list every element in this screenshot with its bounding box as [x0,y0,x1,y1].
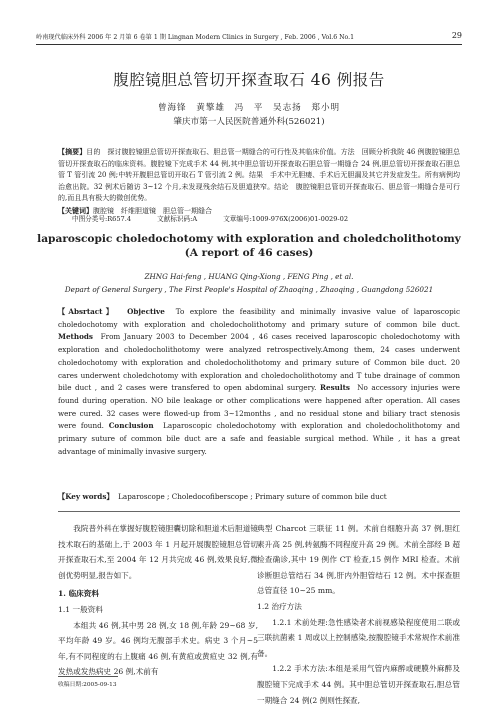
preop-paragraph: 1.2.1 术前处理:急性感染者术前视感染程度使用二联或三联抗菌素 1 周或以上控制感染,按腹腔镜手术常规作术前准备。 [257,617,460,658]
body-column-left [58,521,258,680]
abstract-cn-label: 【摘要】 [58,147,87,156]
classification-line [72,213,370,223]
journal-citation: 岭南现代临床外科 2006 年 2 月第 6 卷第 1 期 Lingnan Modern Clinics in Surgery , Feb. 2006 , Vol.6 No.1 [36,34,355,41]
method-paragraph: 1.2.2 手术方法:本组是采用气管内麻醉或硬膜外麻醉及腹腔镜下完成手术 44 例。其中胆总管切开探查取石,胆总管一期缝合 24 例(2 例则性探查, [257,664,460,705]
abstract-cn [58,146,460,218]
received-date-footnote: 收稿日期:2005-09-13 [58,676,118,688]
subsection-heading-1-2: 1.2 治疗方法 [257,601,302,611]
title-en-sub: (A report of 46 cases) [184,247,314,259]
objective-text: To explore the feasibility and minimally invasive value of laparoscopic choledochotomy with exploration and choledocholithotomy and primary suture of common bile duct. [58,307,461,329]
conclusion-text: Laparoscopic choledochotomy with exploration and choledocholithotomy and primary suture of common bile duct are a safe and feasiable surgical method. While , it has a great advantage of minimally invasive surgery. [58,421,461,456]
abstract-en [58,306,460,458]
authors-cn: 曾海锋 黄擎雄 冯 平 吴志扬 郑小明 [157,103,341,113]
keywords-en-text: Laparoscope ; Choledocofiberscope ; Primary suture of common bile duct [118,492,387,501]
clinical-data-paragraph: 典型 Charcot 三联征 11 例。术前自细胞升高 37 例,胆红素升高 25 例,转氨酶不同程度升高 29 例。术前全部经 B 超检查确诊,其中 19 例作 CT 检查,15 例作 MRI 检查。术前诊断胆总管结石 34 例,肝内外胆管结石 12 例。术中探查胆总管直径 10~25 mm。 [257,524,460,596]
keywords-cn-text: 腹腔镜 纤维胆道镜 胆总管一期缝合 [93,206,212,215]
document-code: 文献标识码:A [157,215,198,223]
page-number: 29 [451,31,462,40]
subsection-heading-1-1: 1.1 一般资料 [58,604,103,614]
methods-label: Methods [58,332,93,342]
authors-en: ZHNG Hai-feng , HUANG Qing-Xiong , FENG Ping , et al. [144,272,354,281]
body-column-right [257,521,460,708]
clc-number: 中图分类号:R657.4 [72,215,132,223]
keywords-en-label: 【Key words】 [58,492,114,501]
affiliation-en: Depart of General Surgery , The First People's Hospital of Zhaoqing , Zhaoqing , Guangdong 526021 [64,285,434,294]
objective-label: Objective [127,307,165,316]
keywords-cn-label: 【关键词】 [58,205,93,215]
abstract-en-label: 【Absrtact】 [58,307,117,316]
section-heading-1: 1. 临床资料 [58,589,99,599]
article-title-en [0,232,498,260]
section-divider [58,511,460,512]
general-data-paragraph: 本组共 46 例,其中男 28 例,女 18 例,年龄 29~68 岁,平均年龄 49 岁。46 例均无腹部手术史。病史 3 个月~5 年,有不同程度的右上腹痛 46 例,有黄疸或黄疸史 32 例,有发热或发热病史 26 例,术前有 [58,620,258,677]
intro-paragraph: 我院普外科在掌握好腹腔镜胆囊切除和胆道术后胆道镜技术取石的基础上,于 2003 年 1 月起开展腹腔镜胆总管切开探查取石术,至 2004 年 12 月共完成 46 例,效果良好,微创优势明显,报告如下。 [58,524,258,580]
article-id: 文章编号:1009-976X(2006)01-0029-02 [223,215,349,223]
affiliation-cn: 肇庆市第一人民医院普通外科(526021) [173,117,325,127]
keywords-en [58,492,460,502]
conclusion-label: Conclusion [108,421,154,431]
running-header [36,30,462,45]
results-text: No accessory injuries were found during operation. NO bile leakage or other complications were happened after operation. All cases were cured. 32 cases were flowed-up from 3~12months , and no residual stone and biliary tract stenosis were found. [58,383,460,431]
methods-text: From January 2003 to December 2004 , 46 cases received laparoscopic choledochotomy with exploration and choledocholithotomy were analyzed retrospectively.Among them, 24 cases underwent choledochotomy with exploration and choledocholithotomy and primary suture of Common bile duct. 20 cares underwent choledchotomy with exploration and choledocholithotomy and T tube drainage of common bile duct , and 2 cases were transfered to open abdominal surgery. [58,332,460,393]
abstract-cn-text: 目的 探讨腹腔镜胆总管切开探查取石、胆总管一期缝合的可行性及其临床价值。方法 回顾分析我院 46 例腹腔镜胆总管切开探查取石的临床资料。腹腔镜下完成手术 44 例,其中胆总管切开探查取石胆总管一期缝合 24 例,胆总管切开探查取石胆总管 T 管引流 20 例;中转开腹胆总管切开取石 T 管引流 2 例。结果 手术中无胆瘘、手术后无胆漏及其它并发症发生。所有病例均治愈出院。32 例术后随访 3~12 个月,未发现残余结石及胆道狭窄。结论 腹腔镜胆总管切开探查取石、胆总管一期缝合是可行的,而且具有极大的微创优势。 [58,148,461,203]
title-en-main: laparoscopic choledochotomy with exploration and choledcholithotomy [37,233,461,245]
article-title-cn: 腹腔镜胆总管切开探查取石 46 例报告 [113,71,385,89]
results-label: Results [320,383,350,393]
